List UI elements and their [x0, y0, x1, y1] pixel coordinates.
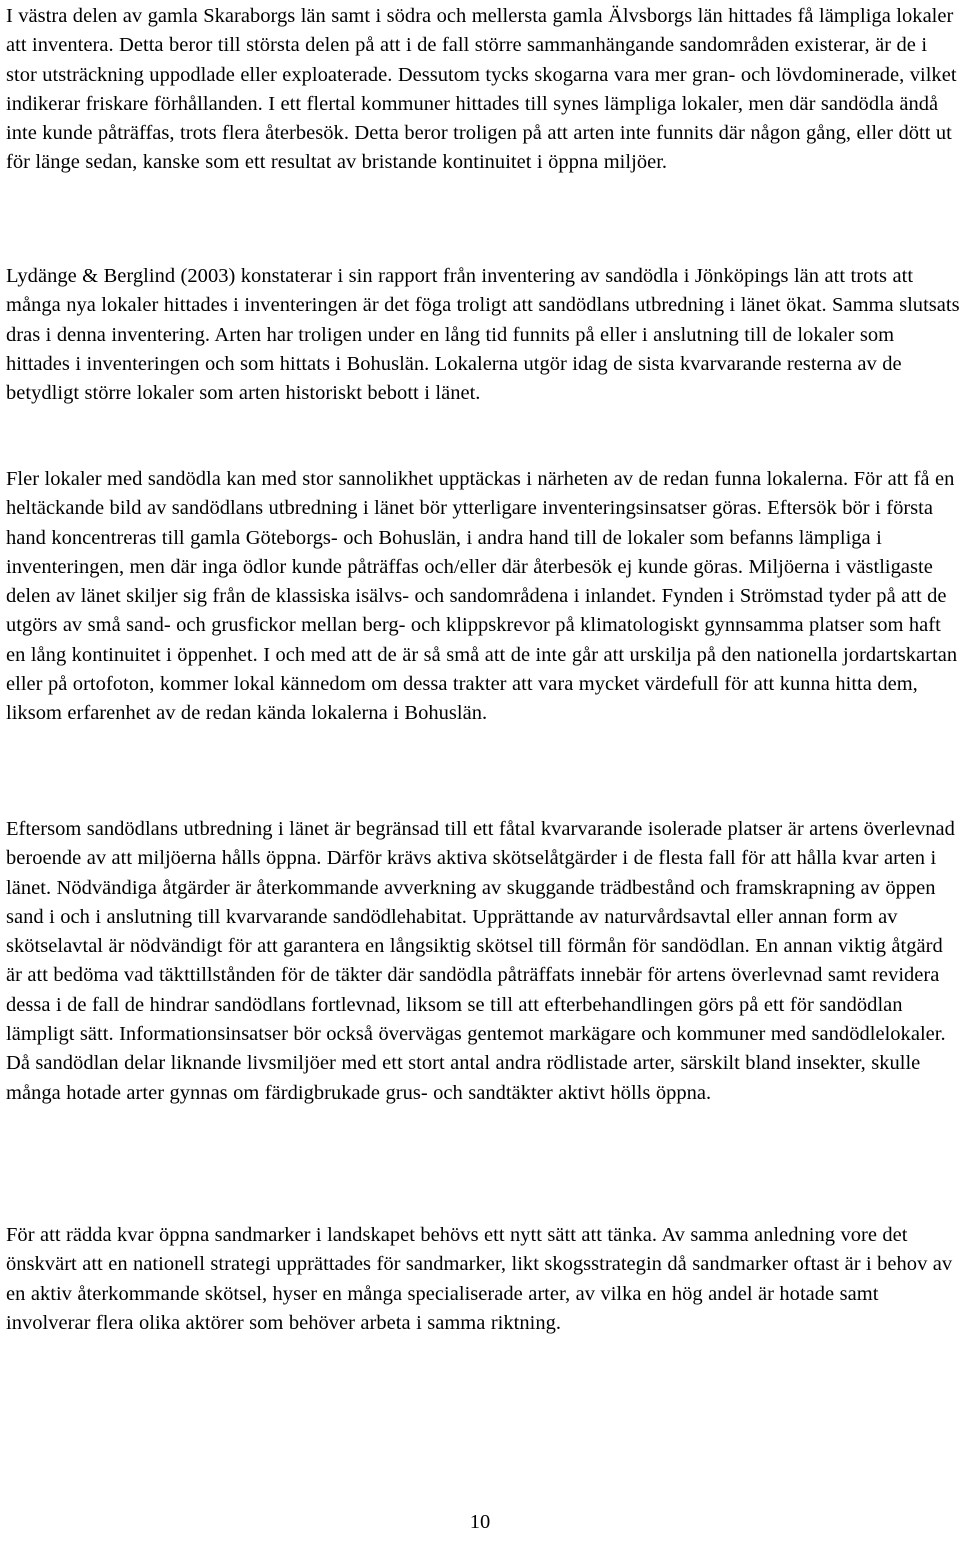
page-number: 10: [469, 1511, 491, 1533]
paragraph-3: Fler lokaler med sandödla kan med stor sannolikhet upptäckas i närheten av de redan funna lokalerna. För att få en heltäckande bild av sandödlans utbredning i länet bör ytterligare inventeringsinsatser göras. Eftersök bör i första hand koncentreras till gamla Göteborgs- och Bohuslän, i andra hand till de lokaler som befanns lämpliga i inventeringen, men där inga ödlor kunde påträffas och/eller där återbesök ej kunde göras. Miljöerna i västligaste delen av länet skiljer sig från de klassiska isälvs- och sandområdena i inlandet. Fynden i Strömstad tyder på att de utgörs av små sand- och grusfickor mellan berg- och klippskrevor på klimatologiskt gynnsamma platser som haft en lång kontinuitet i öppenhet. I och med att de är så små att de inte går att urskilja på den nationella jordartskartan eller på ortofoton, kommer lokal kännedom om dessa trakter att vara mycket värdefull för att kunna hitta dem, liksom erfarenhet av de redan kända lokalerna i Bohuslän.: [6, 468, 958, 725]
paragraph-1: I västra delen av gamla Skaraborgs län samt i södra och mellersta gamla Älvsborgs län hittades få lämpliga lokaler att inventera. Detta beror till största delen på att i de fall större sammanhängande sandområden existerar, är de i stor utsträckning uppodlade eller exploaterade. Dessutom tycks skogarna vara mer gran- och lövdominerade, vilket indikerar friskare förhållanden. I ett flertal kommuner hittades till synes lämpliga lokaler, men där sandödla ändå inte kunde påträffas, trots flera återbesök. Detta beror troligen på att arten inte funnits där någon gång, eller dött ut för länge sedan, kanske som ett resultat av bristande kontinuitet i öppna miljöer.: [6, 5, 957, 174]
paragraph-2: Lydänge & Berglind (2003) konstaterar i sin rapport från inventering av sandödla i Jönköpings län att trots att många nya lokaler hittades i inventeringen är det föga troligt att sandödlans utbredning i länet ökat. Samma slutsats dras i denna inventering. Arten har troligen under en lång tid funnits på eller i anslutning till de lokaler som hittades i inventeringen och som hittats i Bohuslän. Lokalerna utgör idag de sista kvarvarande resterna av de betydligt större lokaler som arten historiskt bebott i länet.: [6, 265, 960, 405]
paragraph-5: För att rädda kvar öppna sandmarker i landskapet behövs ett nytt sätt att tänka. Av samma anledning vore det önskvärt att en nationell strategi upprättades för sandmarker, likt skogsstrategin då sandmarker oftast är i behov av en aktiv återkommande skötsel, hyser en många specialiserade arter, av vilka en hög andel är hotade samt involverar flera olika aktörer som behöver arbeta i samma riktning.: [6, 1224, 953, 1334]
paragraph-4: Eftersom sandödlans utbredning i länet är begränsad till ett fåtal kvarvarande isolerade platser är artens överlevnad beroende av att miljöerna hålls öppna. Därför krävs aktiva skötselåtgärder i de flesta fall för att hålla kvar arten i länet. Nödvändiga åtgärder är återkommande avverkning av skuggande trädbestånd och framskrapning av öppen sand i och i anslutning till kvarvarande sandödlehabitat. Upprättande av naturvårdsavtal eller annan form av skötselavtal är nödvändigt för att garantera en långsiktig skötsel till förmån för sandödlan. En annan viktig åtgärd är att bedöma vad täkttillstånden för de täkter där sandödla påträffats innebär för artens överlevnad samt revidera dessa i de fall de hindrar sandödlans fortlevnad, liksom se till att efterbehandlingen görs på ett för sandödlan lämpligt sätt. Informationsinsatser bör också övervägas gentemot markägare och kommuner med sandödlelokaler. Då sandödlan delar liknande livsmiljöer med ett stort antal andra rödlistade arter, särskilt bland insekter, skulle många hotade arter gynnas om färdigbrukade grus- och sandtäkter aktivt hölls öppna.: [6, 818, 955, 1104]
